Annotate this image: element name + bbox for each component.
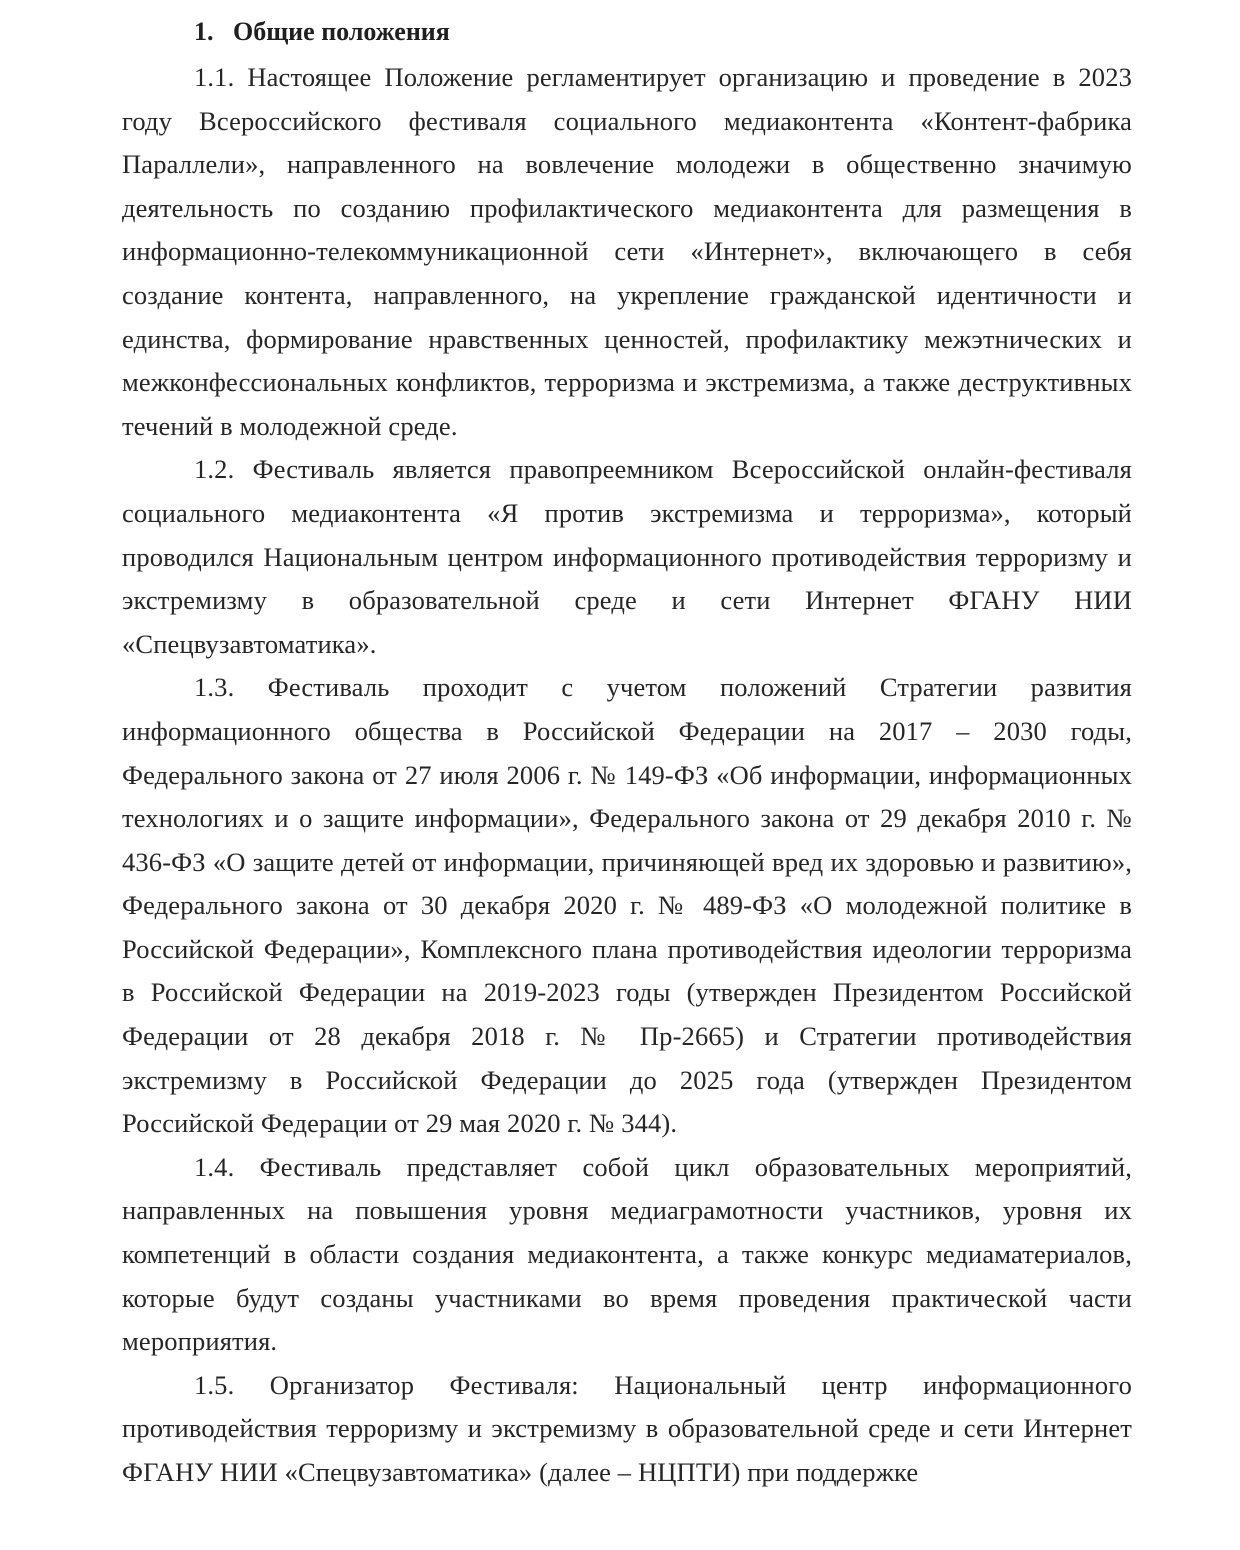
paragraph-1-4 xyxy=(122,1146,1132,1364)
paragraph-number: 1.5. xyxy=(194,1369,235,1400)
paragraph-1-3 xyxy=(122,666,1132,1146)
paragraph-number: 1.1. xyxy=(194,62,235,92)
paragraph-text: Фестиваль является правопреемником Всероссийской онлайн-фестиваля социального медиаконтента «Я против экстремизма и терроризма», который проводился Национальным центром информационного противодействия терроризму и экстремизму в образовательной среде и сети Интернет ФГАНУ НИИ «Спецвузавтоматика». xyxy=(122,454,1132,659)
paragraph-number: 1.3. xyxy=(194,672,235,703)
paragraph-text: Настоящее Положение регламентирует организацию и проведение в 2023 году Всероссийского фестиваля социального медиаконтента «Контент-фабрика Параллели», направленного на вовлечение молодежи в общественно значимую деятельность по созданию профилактического медиаконтента для размещения в информационно-телекоммуникационной сети «Интернет», включающего в себя создание контента, направленного, на укрепление гражданской идентичности и единства, формирование нравственных ценностей, профилактику межэтнических и межконфессиональных конфликтов, терроризма и экстремизма, а также деструктивных течений в молодежной среде. xyxy=(122,62,1132,441)
paragraph-number: 1.4. xyxy=(194,1151,235,1182)
section-heading xyxy=(122,14,1132,50)
paragraph-text: Фестиваль проходит с учетом положений Стратегии развития информационного общества в Российской Федерации на 2017 – 2030 годы, Федерального закона от 27 июля 2006 г. № 149-ФЗ «Об информации, информационных технологиях и о защите информации», Федерального закона от 29 декабря 2010 г. № 436-ФЗ «О защите детей от информации, причиняющей вред их здоровью и развитию», Федерального закона от 30 декабря 2020 г. № 489-ФЗ «О молодежной политике в Российской Федерации», Комплексного плана противодействия идеологии терроризма в Российской Федерации на 2019-2023 годы (утвержден Президентом Российской Федерации от 28 декабря 2018 г. № Пр-2665) и Стратегии противодействия экстремизму в Российской Федерации до 2025 года (утвержден Президентом Российской Федерации от 29 мая 2020 г. № 344). xyxy=(122,672,1133,1139)
paragraph-text: Фестиваль представляет собой цикл образовательных мероприятий, направленных на повышения уровня медиаграмотности участников, уровня их компетенций в области создания медиаконтента, а также конкурс медиаматериалов, которые будут созданы участниками во время проведения практической части мероприятия. xyxy=(122,1151,1132,1357)
paragraph-1-2 xyxy=(122,448,1132,666)
paragraph-1-1 xyxy=(122,56,1132,448)
paragraph-1-5 xyxy=(122,1364,1132,1495)
paragraph-text: Организатор Фестиваля: Национальный центр информационного противодействия терроризму и экстремизму в образовательной среде и сети Интернет ФГАНУ НИИ «Спецвузавтоматика» (далее – НЦПТИ) при поддержке xyxy=(122,1369,1132,1487)
document-page xyxy=(122,14,1132,1495)
paragraph-number: 1.2. xyxy=(194,454,235,485)
section-number: 1. xyxy=(194,17,214,46)
section-title: Общие положения xyxy=(233,17,450,46)
